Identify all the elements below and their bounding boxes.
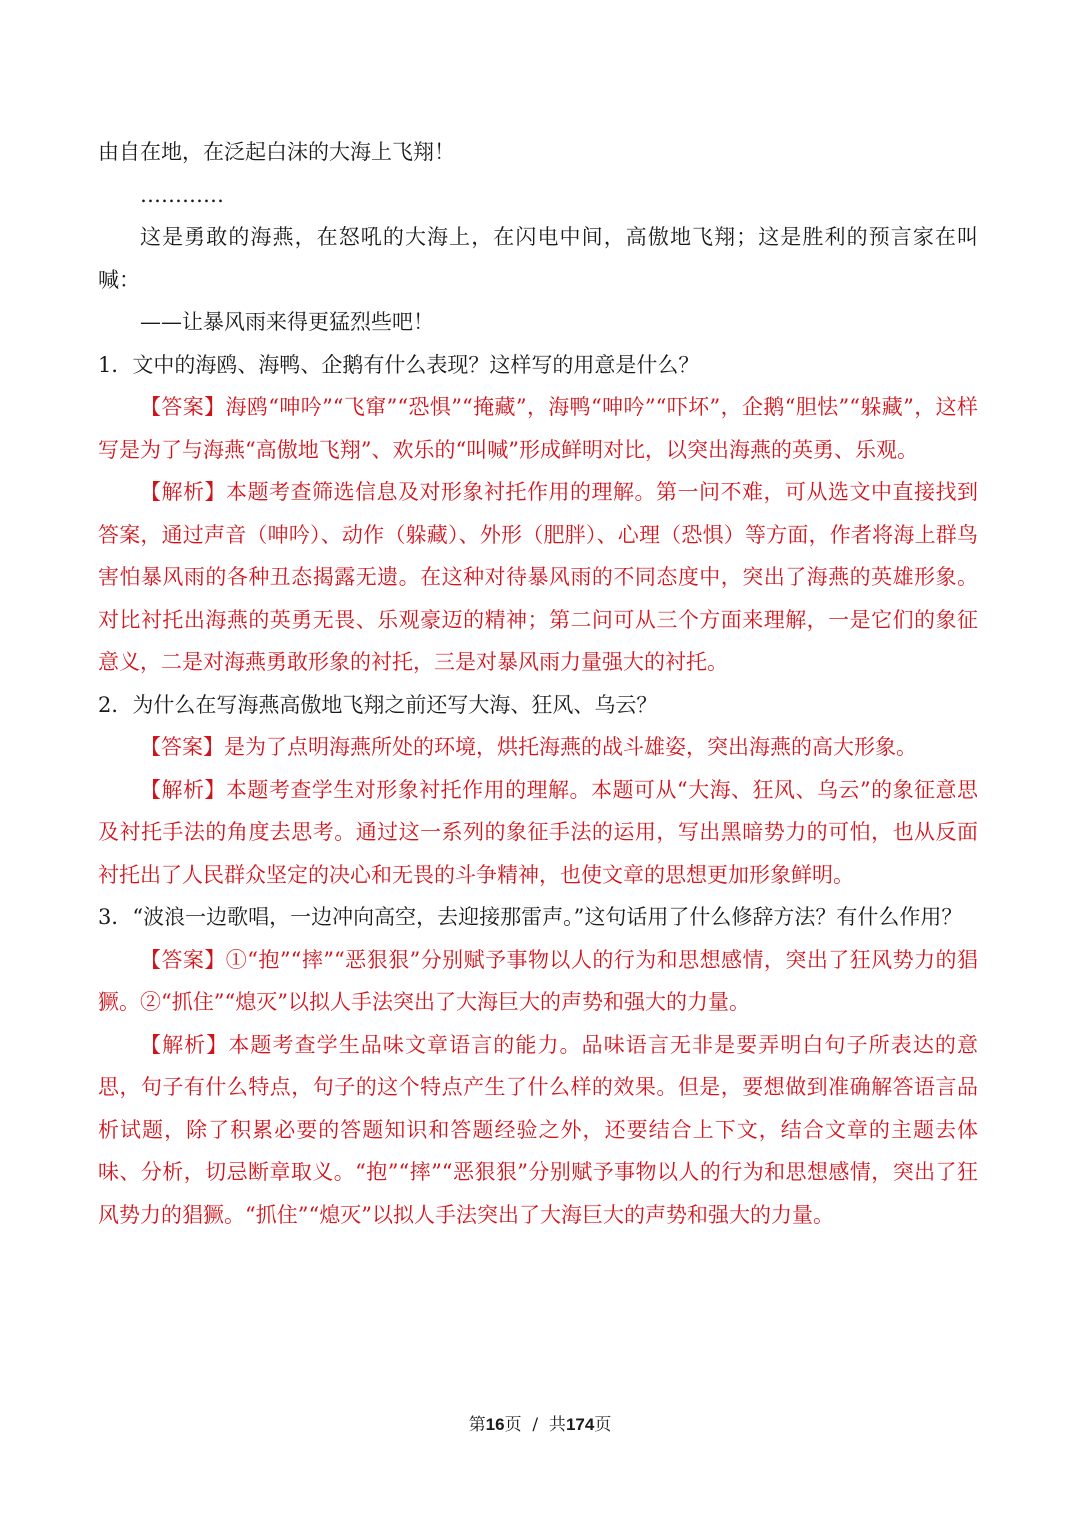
footer-middle: 页 / 共 [504, 1415, 566, 1435]
passage-ellipsis: ………… [140, 182, 224, 207]
current-page-number: 16 [485, 1415, 505, 1434]
page-footer [0, 1410, 1080, 1435]
footer-prefix: 第 [468, 1415, 486, 1435]
question-text: 1．文中的海鸥、海鸭、企鹅有什么表现？这样写的用意是什么？ [98, 352, 700, 377]
total-pages-number: 174 [565, 1415, 595, 1434]
analysis-text: 【解析】本题考查筛选信息及对形象衬托作用的理解。第一问不难，可从选文中直接找到答案，通过声音（呻吟）、动作（躲藏）、外形（肥胖）、心理（恐惧）等方面，作者将海上群鸟害怕暴风雨的各种丑态揭露无遗。在这种对待暴风雨的不同态度中，突出了海燕的英雄形象。对比衬托出海燕的英勇无畏、乐观豪迈的精神；第二问可从三个方面来理解，一是它们的象征意义，二是对海燕勇敢形象的衬托，三是对暴风雨力量强大的衬托。 [98, 480, 978, 674]
passage-paragraph: ——让暴风雨来得更猛烈些吧！ [140, 310, 434, 334]
question-text: 3．“波浪一边歌唱，一边冲向高空，去迎接那雷声。”这句话用了什么修辞方法？有什么作用？ [98, 905, 963, 929]
passage-paragraph: 这是勇敢的海燕，在怒吼的大海上，在闪电中间，高傲地飞翔；这是胜利的预言家在叫喊： [98, 225, 978, 292]
answer-text: 【答案】是为了点明海燕所处的环境，烘托海燕的战斗雄姿，突出海燕的高大形象。 [140, 735, 917, 759]
question-text: 2．为什么在写海燕高傲地飞翔之前还写大海、狂风、乌云？ [98, 692, 658, 717]
answer-text: 【答案】①“抱”“摔”“恶狠狠”分别赋予事物以人的行为和思想感情，突出了狂风势力的猖獗。②“抓住”“熄灭”以拟人手法突出了大海巨大的声势和强大的力量。 [98, 947, 978, 1014]
question-block [98, 684, 978, 897]
analysis-text: 【解析】本题考查学生对形象衬托作用的理解。本题可从“大海、狂风、乌云”的象征意思及衬托手法的角度去思考。通过这一系列的象征手法的运用，写出黑暗势力的可怕，也从反面衬托出了人民群众坚定的决心和无畏的斗争精神，也使文章的思想更加形象鲜明。 [98, 777, 978, 887]
answer-text: 【答案】海鸥“呻吟”“飞窜”“恐惧”“掩藏”，海鸭“呻吟”“吓坏”，企鹅“胆怯”“躲藏”，这样写是为了与海燕“高傲地飞翔”、欢乐的“叫喊”形成鲜明对比，以突出海燕的英勇、乐观。 [98, 395, 978, 462]
question-block [98, 344, 978, 684]
passage-line: 由自在地，在泛起白沫的大海上飞翔！ [98, 140, 455, 164]
footer-suffix: 页 [594, 1415, 612, 1435]
analysis-text: 【解析】本题考查学生品味文章语言的能力。品味语言无非是要弄明白句子所表达的意思，句子有什么特点，句子的这个特点产生了什么样的效果。但是，要想做到准确解答语言品析试题，除了积累必要的答题知识和答题经验之外，还要结合上下文，结合文章的主题去体味、分析，切忌断章取义。“抱”“摔”“恶狠狠”分别赋予事物以人的行为和思想感情，突出了狂风势力的猖獗。“抓住”“熄灭”以拟人手法突出了大海巨大的声势和强大的力量。 [98, 1032, 978, 1227]
document-page [98, 131, 978, 1236]
question-block [98, 896, 978, 1236]
